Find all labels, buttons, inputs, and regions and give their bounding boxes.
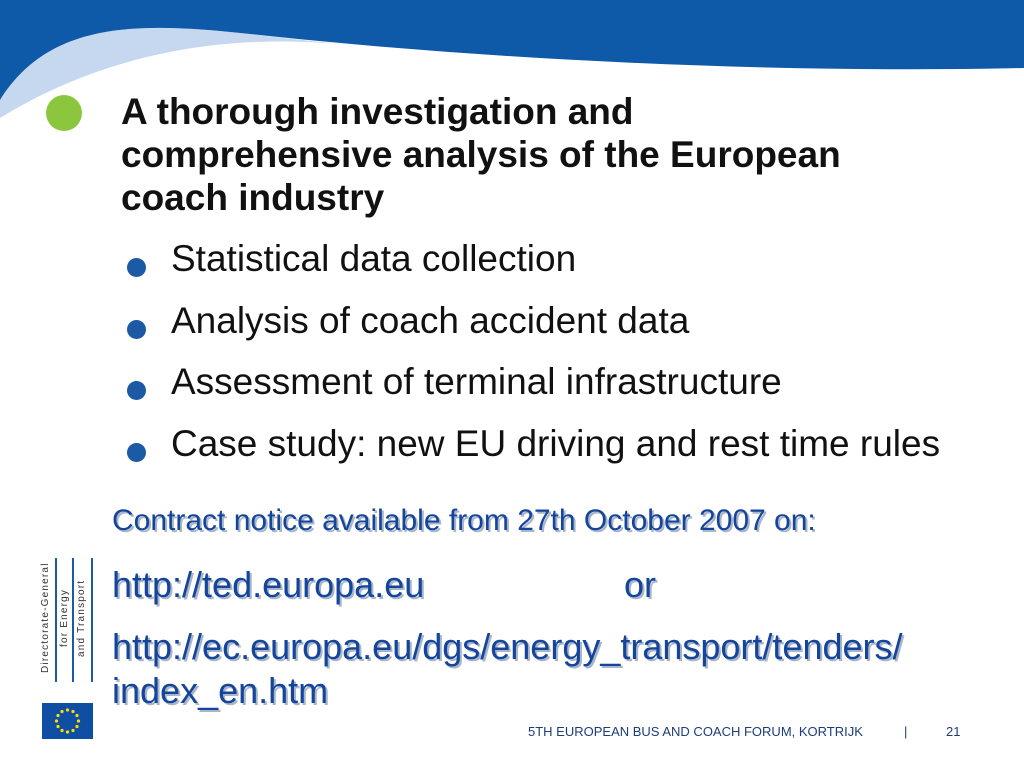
- logo-rule: [55, 558, 57, 682]
- sub-bullet-text: Statistical data collection: [171, 238, 577, 279]
- eu-flag-icon: [42, 703, 93, 739]
- sub-bullet-dot: [127, 381, 146, 400]
- contract-notice-text: Contract notice available from 27th October 2007 on:: [112, 504, 816, 537]
- tenders-link-line-2[interactable]: index_en.htm: [112, 670, 329, 711]
- logo-line-1: Directorate-General: [40, 562, 51, 674]
- sub-bullet-list: [127, 236, 1017, 482]
- sub-bullet-text: Analysis of coach accident data: [171, 299, 690, 341]
- sub-bullet-dot: [127, 320, 146, 339]
- main-bullet-line-1: A thorough investigation and: [121, 91, 634, 132]
- main-bullet-dot: [46, 95, 82, 131]
- logo-rule: [72, 558, 74, 682]
- sub-bullet-text: Case study: new EU driving and rest time rules: [171, 422, 941, 464]
- sub-bullet-dot: [127, 443, 146, 462]
- logo-line-2: for Energy: [59, 588, 70, 648]
- or-text: or: [624, 564, 657, 605]
- sub-bullet-item: [127, 421, 1017, 483]
- sub-bullet-dot: [127, 258, 146, 277]
- main-bullet-heading: [121, 90, 981, 219]
- logo-rule: [91, 558, 93, 682]
- ted-europa-link[interactable]: http://ted.europa.eu: [112, 564, 425, 605]
- footer-event-name: 5TH EUROPEAN BUS AND COACH FORUM, KORTRIJK: [528, 724, 863, 739]
- logo-line-3: and Transport: [76, 579, 87, 657]
- footer-separator: |: [904, 724, 908, 739]
- dg-energy-transport-logo: [40, 552, 96, 684]
- tenders-link-line-1[interactable]: http://ec.europa.eu/dgs/energy_transport/tenders/: [112, 626, 903, 667]
- sub-bullet-item: [127, 359, 1017, 421]
- main-bullet-line-3: coach industry: [121, 177, 385, 218]
- sub-bullet-item: [127, 298, 1017, 360]
- sub-bullet-item: [127, 236, 1017, 298]
- main-bullet-line-2: comprehensive analysis of the European: [121, 134, 841, 175]
- page-number: 21: [946, 724, 961, 739]
- sub-bullet-text: Assessment of terminal infrastructure: [171, 361, 782, 402]
